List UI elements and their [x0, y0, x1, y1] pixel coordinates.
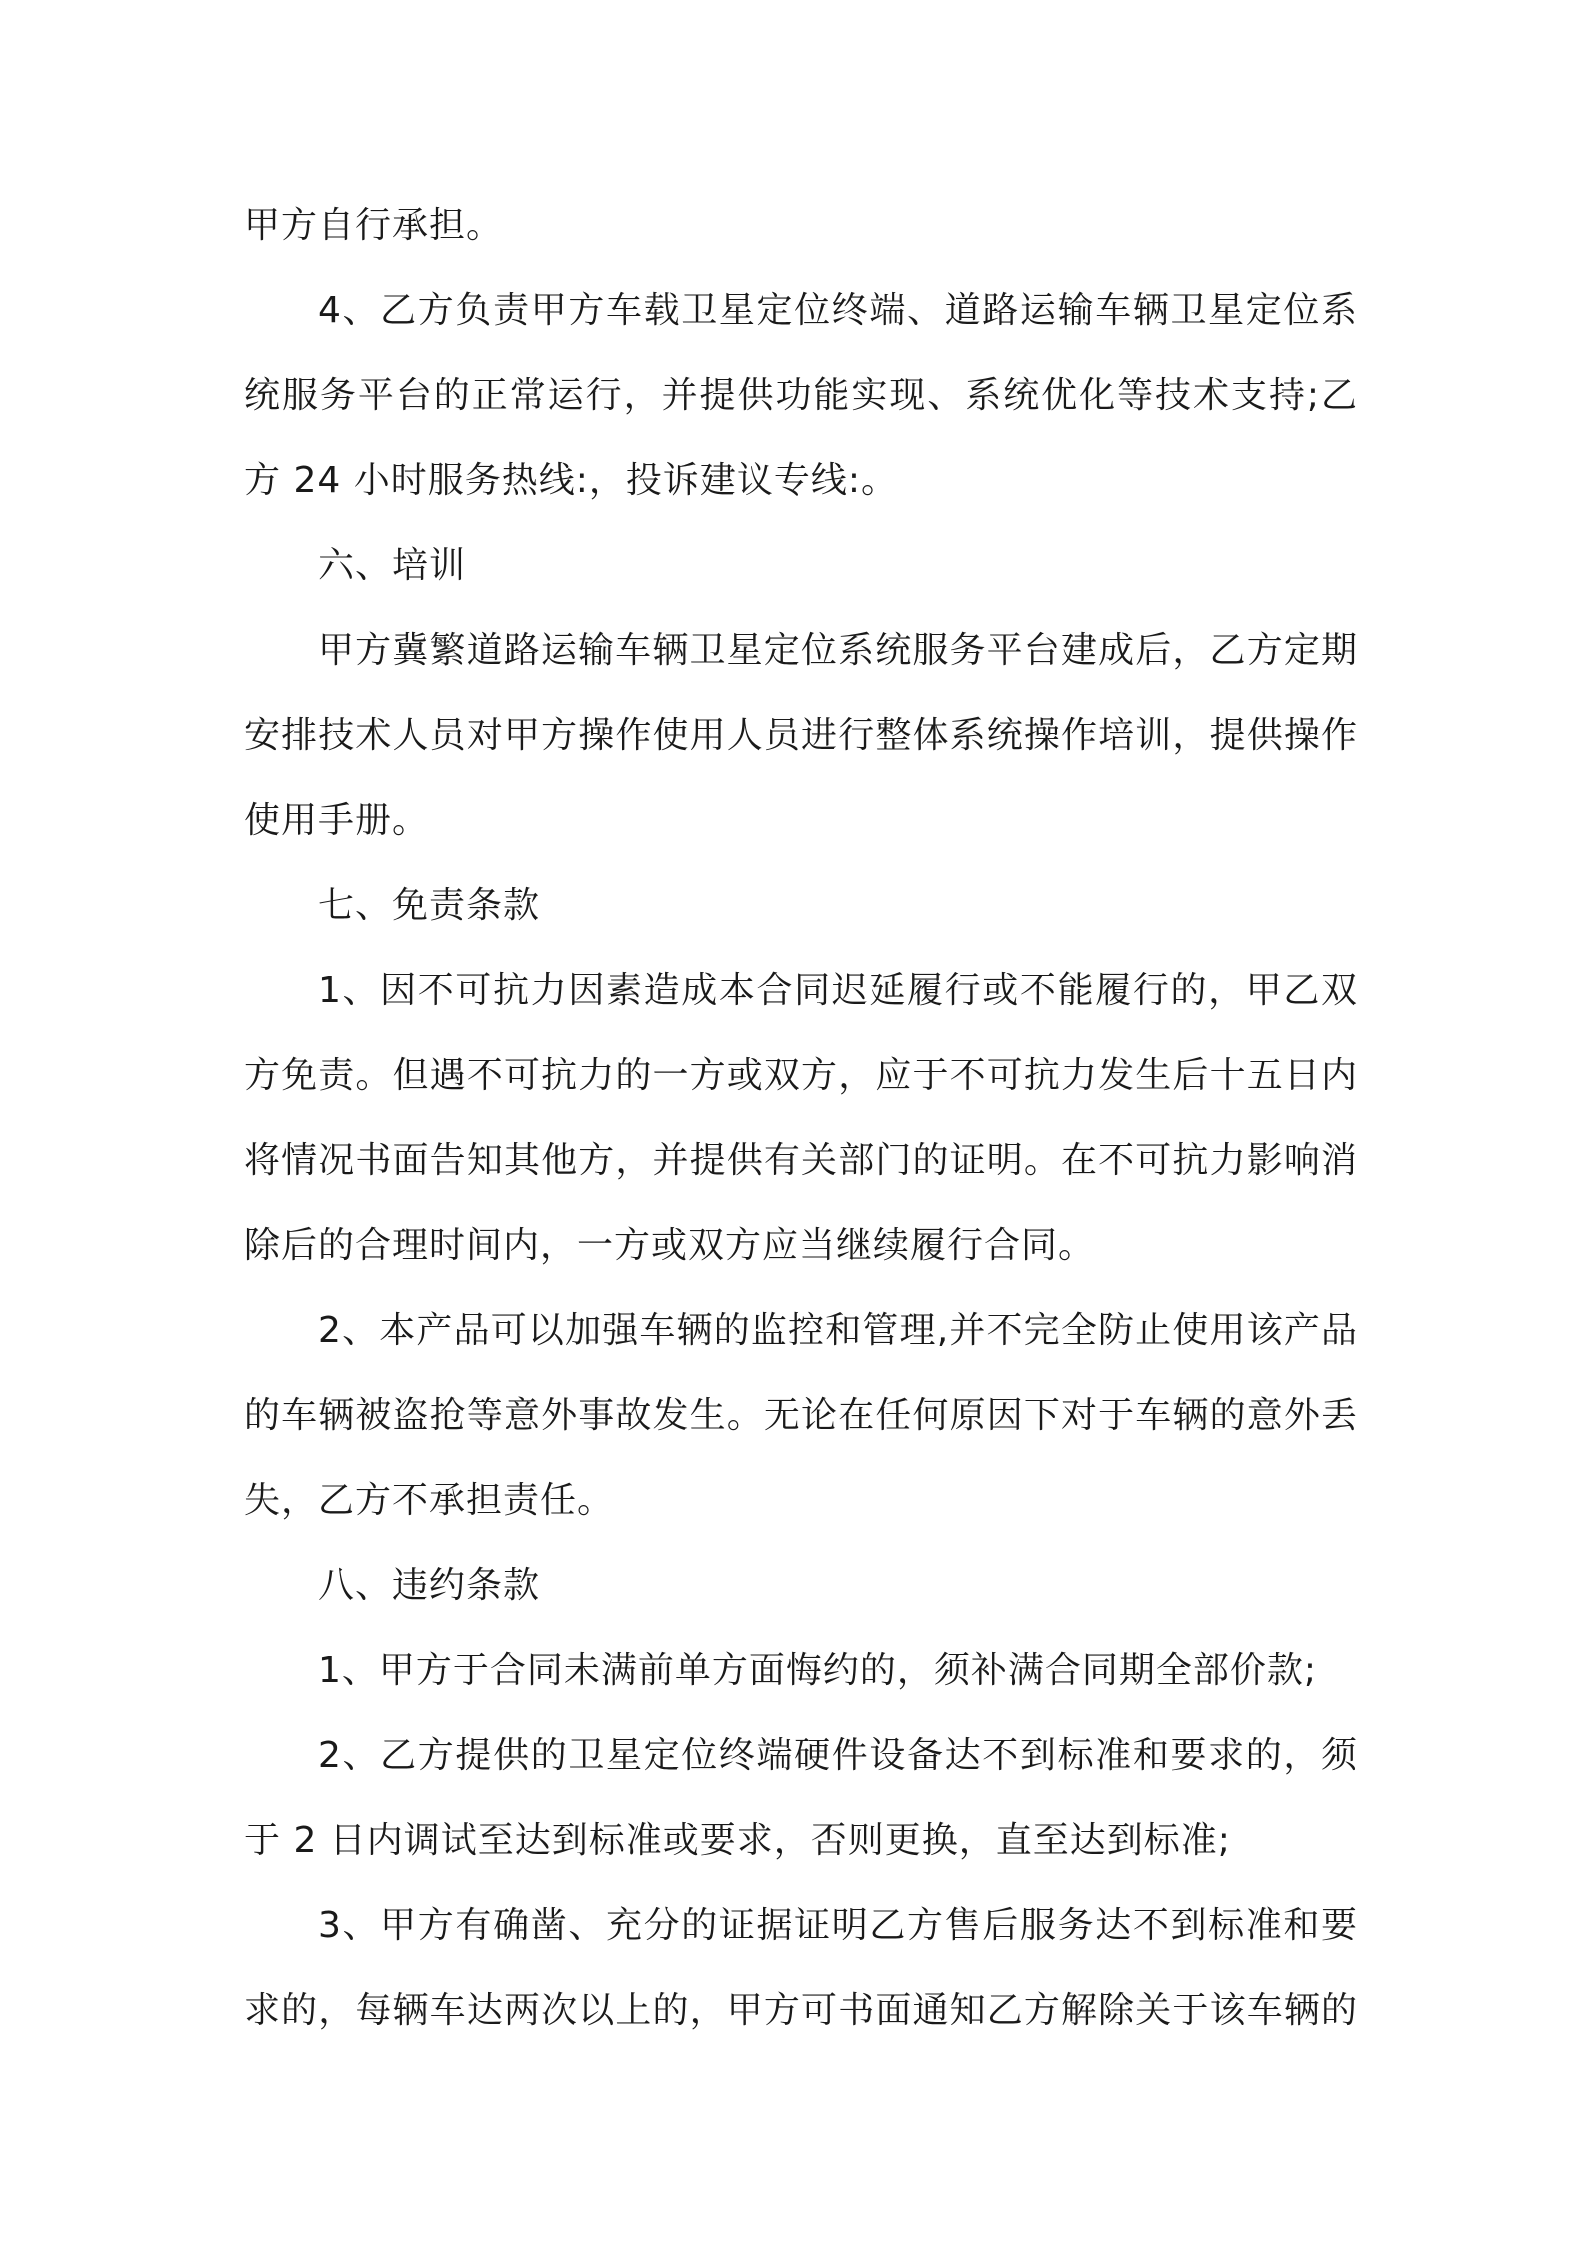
text-line: 1、甲方于合同未满前单方面悔约的，须补满合同期全部价款;: [318, 1650, 1318, 1691]
text-line: 将情况书面告知其他方，并提供有关部门的证明。在不可抗力影响消: [244, 1140, 1358, 1181]
text-line: 2、乙方提供的卫星定位终端硬件设备达不到标准和要求的，须: [318, 1735, 1358, 1776]
text-line: 2、本产品可以加强车辆的监控和管理,并不完全防止使用该产品: [318, 1310, 1358, 1351]
section-heading: 六、培训: [318, 545, 467, 586]
section-heading: 七、免责条款: [318, 885, 541, 926]
text-line: 使用手册。: [244, 800, 430, 841]
text-line: 4、乙方负责甲方车载卫星定位终端、道路运输车辆卫星定位系: [318, 290, 1358, 331]
text-line: 于 2 日内调试至达到标准或要求，否则更换，直至达到标准;: [244, 1820, 1231, 1861]
text-line: 失，乙方不承担责任。: [244, 1480, 615, 1521]
text-line: 求的，每辆车达两次以上的，甲方可书面通知乙方解除关于该车辆的: [244, 1990, 1358, 2031]
text-line: 甲方自行承担。: [244, 205, 504, 246]
document-body: [244, 196, 1358, 2066]
text-line: 甲方冀繁道路运输车辆卫星定位系统服务平台建成后，乙方定期: [318, 630, 1358, 671]
text-line: 的车辆被盗抢等意外事故发生。无论在任何原因下对于车辆的意外丢: [244, 1395, 1358, 1436]
section-heading: 八、违约条款: [318, 1565, 541, 1606]
text-line: 3、甲方有确凿、充分的证据证明乙方售后服务达不到标准和要: [318, 1905, 1358, 1946]
text-line: 方免责。但遇不可抗力的一方或双方，应于不可抗力发生后十五日内: [244, 1055, 1358, 1096]
text-line: 安排技术人员对甲方操作使用人员进行整体系统操作培训，提供操作: [244, 715, 1358, 756]
text-line: 方 24 小时服务热线:，投诉建议专线:。: [244, 460, 898, 501]
text-line: 统服务平台的正常运行，并提供功能实现、系统优化等技术支持;乙: [244, 375, 1358, 416]
text-line: 1、因不可抗力因素造成本合同迟延履行或不能履行的，甲乙双: [318, 970, 1358, 1011]
text-line: 除后的合理时间内，一方或双方应当继续履行合同。: [244, 1225, 1096, 1266]
